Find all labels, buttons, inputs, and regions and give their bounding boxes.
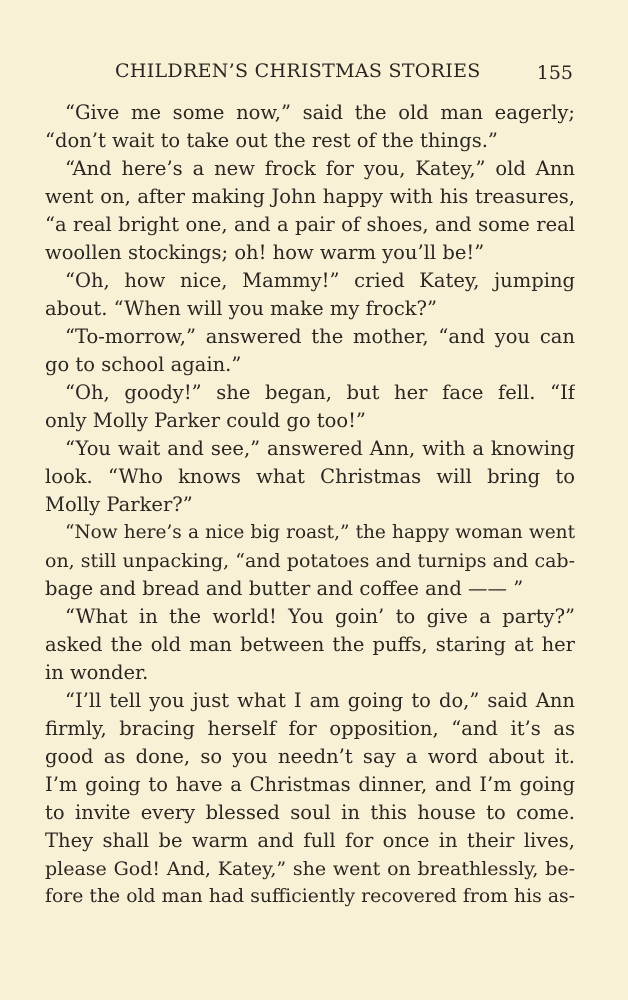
text-line: They shall be warm and full for once in their lives,	[45, 829, 575, 852]
text-line: fore the old man had sufficiently recovered from his as-	[45, 886, 575, 907]
text-line: “Oh, goody!” she began, but her face fell. “If	[65, 381, 575, 404]
text-line: Molly Parker?”	[45, 493, 193, 516]
page-number: 155	[536, 62, 573, 84]
text-line: “What in the world! You goin’ to give a party?”	[65, 605, 575, 628]
text-line: bage and bread and butter and coffee and —— ”	[45, 577, 524, 600]
text-line: woollen stockings; oh! how warm you’ll be!”	[45, 241, 485, 264]
text-line: went on, after making John happy with his treasures,	[45, 185, 575, 208]
text-line: “Give me some now,” said the old man eagerly;	[65, 101, 575, 124]
text-line: “And here’s a new frock for you, Katey,” old Ann	[65, 157, 575, 180]
text-line: to invite every blessed soul in this house to come.	[45, 801, 575, 824]
text-line: good as done, so you needn’t say a word about it.	[45, 745, 575, 768]
text-line: about. “When will you make my frock?”	[45, 297, 437, 320]
running-title: CHILDREN’S CHRISTMAS STORIES	[115, 60, 481, 82]
text-line: “You wait and see,” answered Ann, with a knowing	[65, 437, 575, 460]
text-line: please God! And, Katey,” she went on breathlessly, be-	[45, 858, 575, 880]
text-line: “Now here’s a nice big roast,” the happy woman went	[65, 522, 575, 543]
running-header	[45, 60, 575, 90]
text-line: asked the old man between the puffs, staring at her	[45, 633, 575, 656]
text-line: “don’t wait to take out the rest of the things.”	[45, 129, 498, 152]
text-line: “Oh, how nice, Mammy!” cried Katey, jumping	[65, 269, 575, 292]
text-line: I’m going to have a Christmas dinner, and I’m going	[45, 773, 575, 796]
text-line: “a real bright one, and a pair of shoes, and some real	[45, 213, 575, 236]
text-line: only Molly Parker could go too!”	[45, 409, 366, 432]
text-line: “To-morrow,” answered the mother, “and you can	[65, 325, 575, 348]
text-line: firmly, bracing herself for opposition, “and it’s as	[45, 717, 575, 740]
text-line: in wonder.	[45, 661, 149, 684]
body-text	[45, 99, 575, 911]
text-line: “I’ll tell you just what I am going to do,” said Ann	[65, 689, 575, 712]
text-line: look. “Who knows what Christmas will bring to	[45, 465, 575, 488]
text-line: on, still unpacking, “and potatoes and turnips and cab-	[45, 550, 575, 572]
text-line: go to school again.”	[45, 353, 242, 376]
